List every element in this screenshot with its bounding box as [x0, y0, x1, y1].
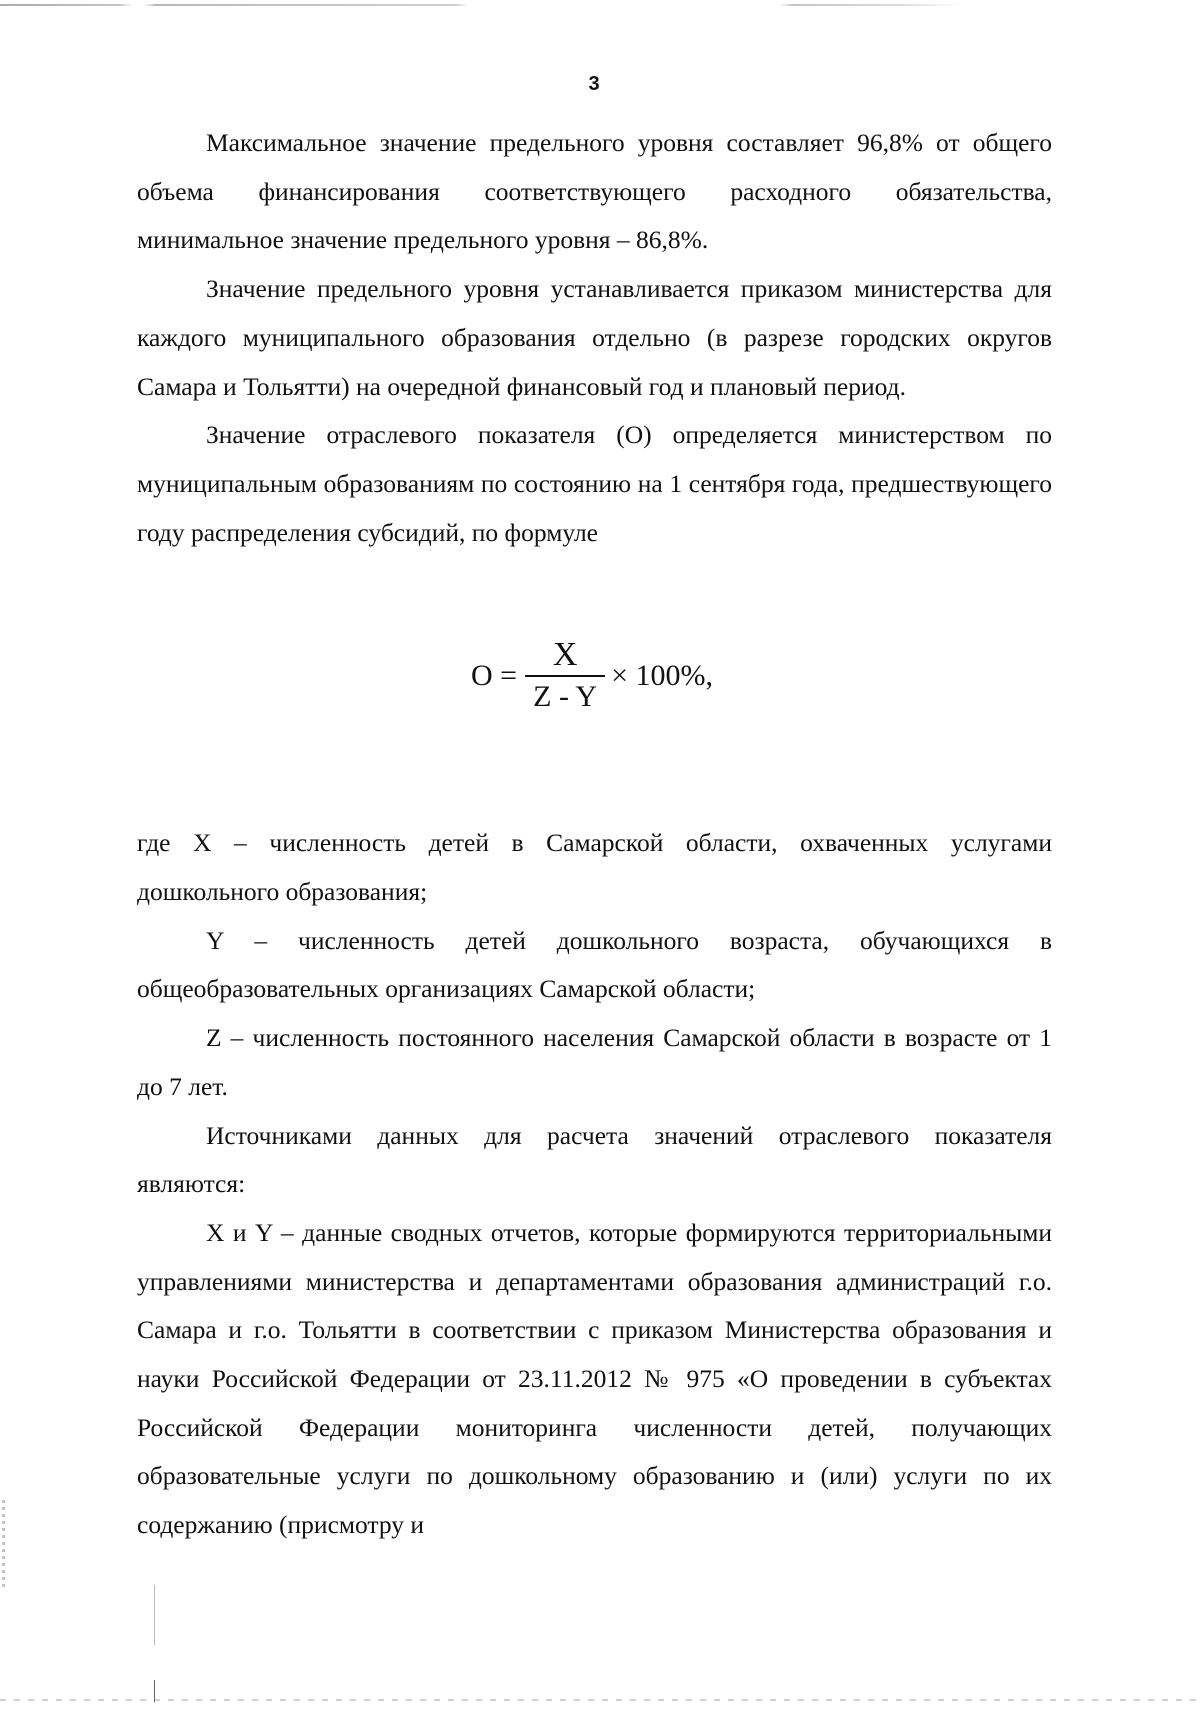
formula [471, 637, 713, 715]
scan-artifact-mark [154, 1585, 155, 1645]
formula-fraction [525, 637, 605, 715]
scan-artifact-mark [154, 1680, 155, 1702]
scan-artifact-top [0, 4, 1200, 6]
paragraph-level-setting: Значение предельного уровня устанавливается приказом министерства для каждого муниципального образования отдельно (в разрезе городских округов Самара и Тольятти) на очередной финансовый год и плановый период. [137, 274, 1052, 401]
definition-y: Y – численность детей дошкольного возраста, обучающихся в общеобразовательных организациях Самарской области; [137, 925, 1052, 1004]
scan-artifact-left [2, 1500, 5, 1590]
paragraph-xy-sources: X и Y – данные сводных отчетов, которые формируются территориальными управлениями министерства и департаментами образования администраций г.о. Самара и г.о. Тольятти в соответствии с приказом Министерства образования и науки Российской Федерации от 23.11.2012 № 975 «О проведении в субъектах Российской Федерации мониторинга численности детей, получающих образовательные услуги по дошкольному образованию и (или) услуги по их содержанию (присмотру и [137, 1217, 1052, 1540]
paragraph-indicator-definition: Значение отраслевого показателя (О) определяется министерством по муниципальным образованиям по состоянию на 1 сентября года, предшествующего году распределения субсидий, по формуле [137, 420, 1052, 547]
paragraph-data-sources: Источниками данных для расчета значений отраслевого показателя являются: [137, 1120, 1052, 1199]
formula-lhs: О = [471, 659, 518, 693]
formula-denominator: Z - Y [533, 679, 598, 713]
definition-x: где X – численность детей в Самарской области, охваченных услугами дошкольного образования; [137, 828, 1052, 907]
formula-block [137, 557, 1052, 819]
scan-artifact-bottom [0, 1699, 1200, 1701]
page-number: 3 [588, 73, 600, 95]
document-body [137, 119, 1052, 1550]
formula-numerator: X [552, 636, 578, 674]
definition-z: Z – численность постоянного населения Самарской области в возрасте от 1 до 7 лет. [137, 1023, 1052, 1101]
paragraph-max-level: Максимальное значение предельного уровня составляет 96,8% от общего объема финансирования соответствующего расходного обязательства, минимальное значение предельного уровня – 86,8%. [137, 128, 1052, 255]
formula-rhs: × 100%, [611, 659, 714, 693]
